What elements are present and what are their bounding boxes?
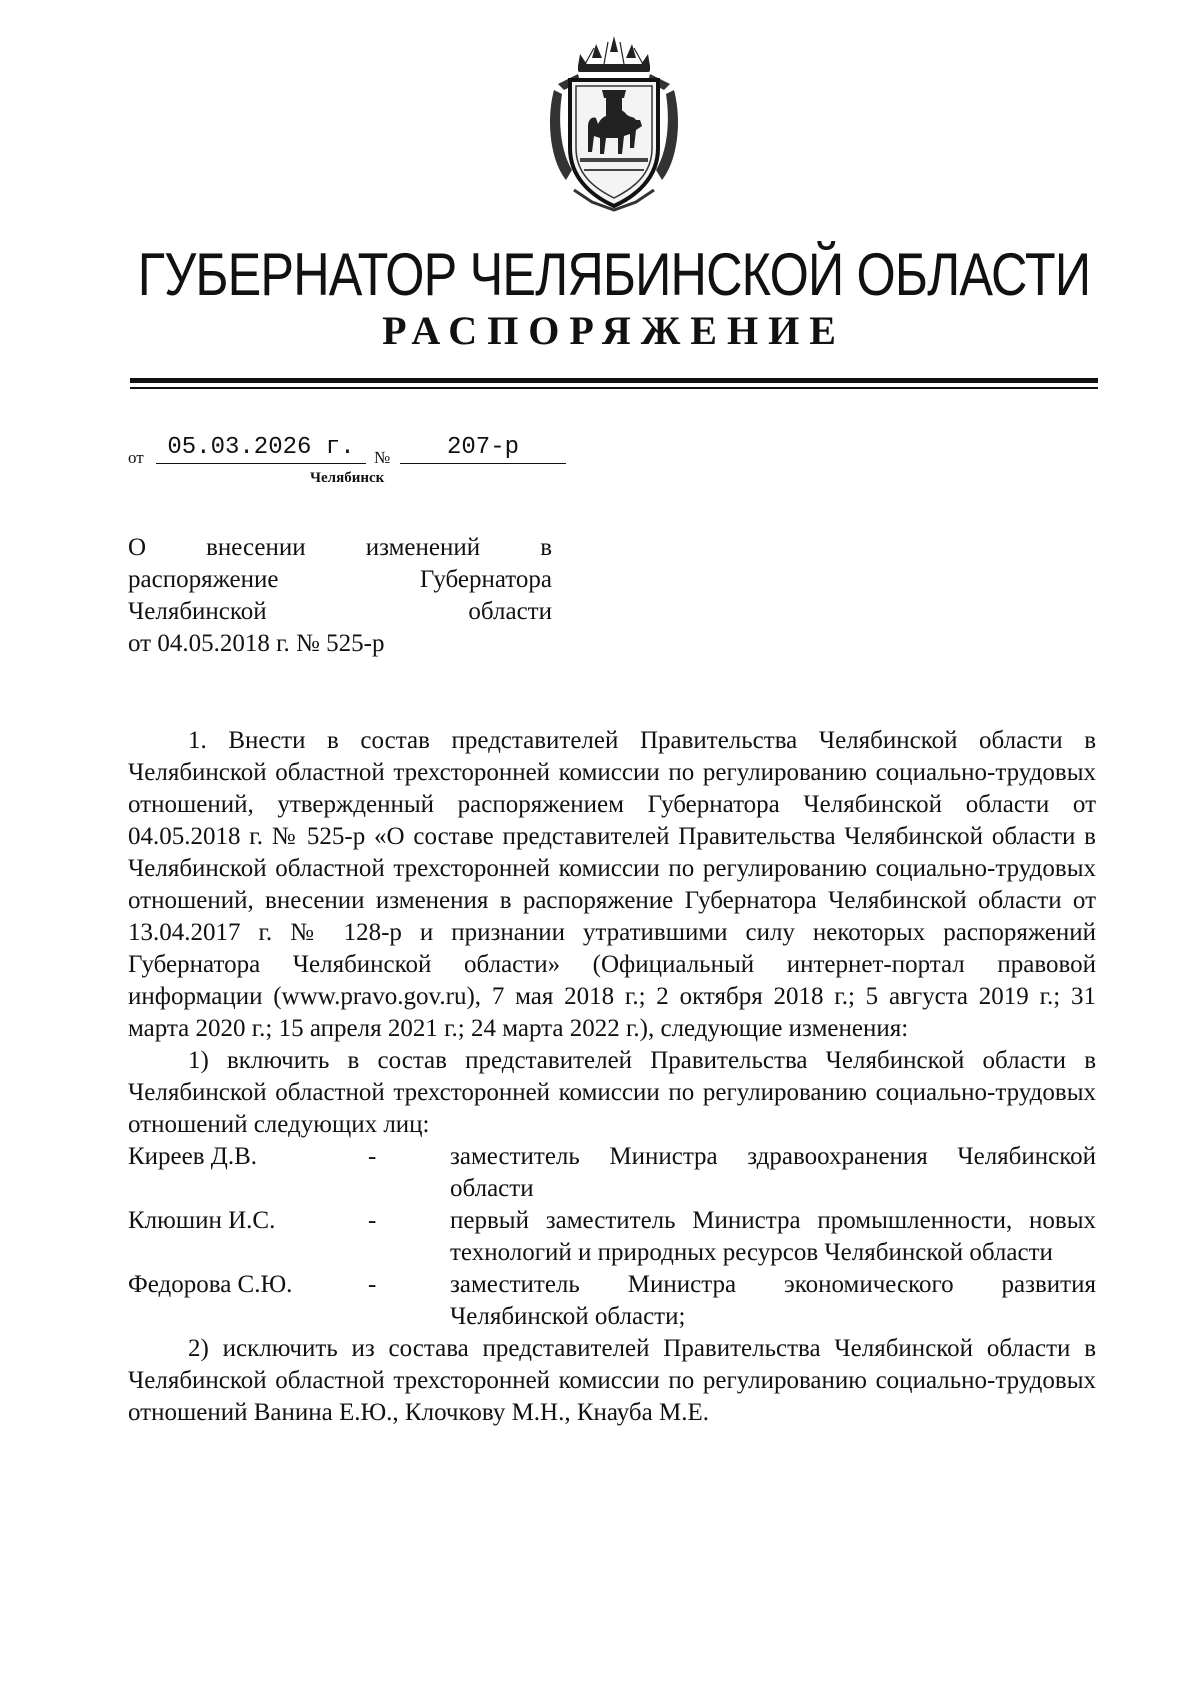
subject-line-4: от 04.05.2018 г. № 525-р	[128, 630, 385, 657]
number-prefix: №	[374, 448, 391, 467]
paragraph-1-item-2: 2) исключить из состава представителей Правительства Челябинской области в Челябинской областной трехсторонней комиссии по регулированию социально-трудовых отношений Ванина Е.Ю., Клочкову М.Н., Кнауба М.Е.	[128, 1335, 1096, 1426]
person-position: заместитель Министра экономического развития Челябинской области;	[450, 1271, 1096, 1330]
coat-of-arms-emblem	[544, 30, 684, 212]
person-position: заместитель Министра здравоохранения Челябинской области	[450, 1143, 1096, 1202]
document-date: 05.03.2026 г.	[156, 434, 366, 464]
person-dash: -	[368, 1271, 377, 1298]
subject-word: Губернатора	[419, 566, 552, 593]
paragraph-1: 1. Внести в состав представителей Правительства Челябинской области в Челябинской областной трехсторонней комиссии по регулированию социально-трудовых отношений, утвержденный распоряжением Губернатора Челябинской области от 04.05.2018 г. № 525-р «О составе представителей Правительства Челябинской области в Челябинской областной трехсторонней комиссии по регулированию социально-трудовых отношений, внесении изменения в распоряжение Губернатора Челябинской области от 13.04.2017 г. № 128-р и признании утратившими силу некоторых распоряжений Губернатора Челябинской области» (Официальный интернет-портал правовой информации (www.pravo.gov.ru), 7 мая 2018 г.; 2 октября 2018 г.; 5 августа 2019 г.; 31 марта 2020 г.; 15 апреля 2021 г.; 24 марта 2022 г.), следующие изменения:	[128, 727, 1096, 1042]
city-label: Челябинск	[310, 470, 385, 486]
paragraph-1-item-1: 1) включить в состав представителей Правительства Челябинской области в Челябинской областной трехсторонней комиссии по регулированию социально-трудовых отношений следующих лиц:	[128, 1047, 1096, 1138]
person-name: Киреев Д.В.	[128, 1143, 258, 1170]
person-name: Клюшин И.С.	[128, 1207, 276, 1234]
person-dash: -	[368, 1207, 377, 1234]
registration-line	[128, 434, 568, 468]
subject-word: О	[128, 534, 147, 561]
person-name: Федорова С.Ю.	[128, 1271, 293, 1298]
header-rule-thin	[130, 387, 1098, 389]
subject-word: внесении	[206, 534, 306, 561]
subject-word: изменений	[365, 534, 481, 561]
document-number: 207-р	[400, 434, 566, 464]
date-prefix: от	[128, 448, 144, 467]
person-row	[128, 1205, 1096, 1269]
persons-list	[128, 1141, 1096, 1333]
person-row	[128, 1269, 1096, 1333]
document-subject	[128, 532, 552, 660]
subject-word: области	[468, 598, 552, 625]
document-body	[128, 725, 1096, 1429]
person-dash: -	[368, 1143, 377, 1170]
subject-word: распоряжение	[128, 566, 279, 593]
subject-word: Челябинской	[128, 598, 267, 625]
document-type-title: РАСПОРЯЖЕНИЕ	[382, 308, 846, 353]
subject-word: в	[540, 534, 552, 561]
issuer-title: ГУБЕРНАТОР ЧЕЛЯБИНСКОЙ ОБЛАСТИ	[137, 241, 1091, 308]
person-position: первый заместитель Министра промышленности, новых технологий и природных ресурсов Челябинской области	[450, 1207, 1096, 1266]
person-row	[128, 1141, 1096, 1205]
subject-line-3	[128, 596, 552, 628]
subject-line-1	[128, 532, 552, 564]
header-rule-thick	[130, 378, 1098, 383]
subject-line-2	[128, 564, 552, 596]
